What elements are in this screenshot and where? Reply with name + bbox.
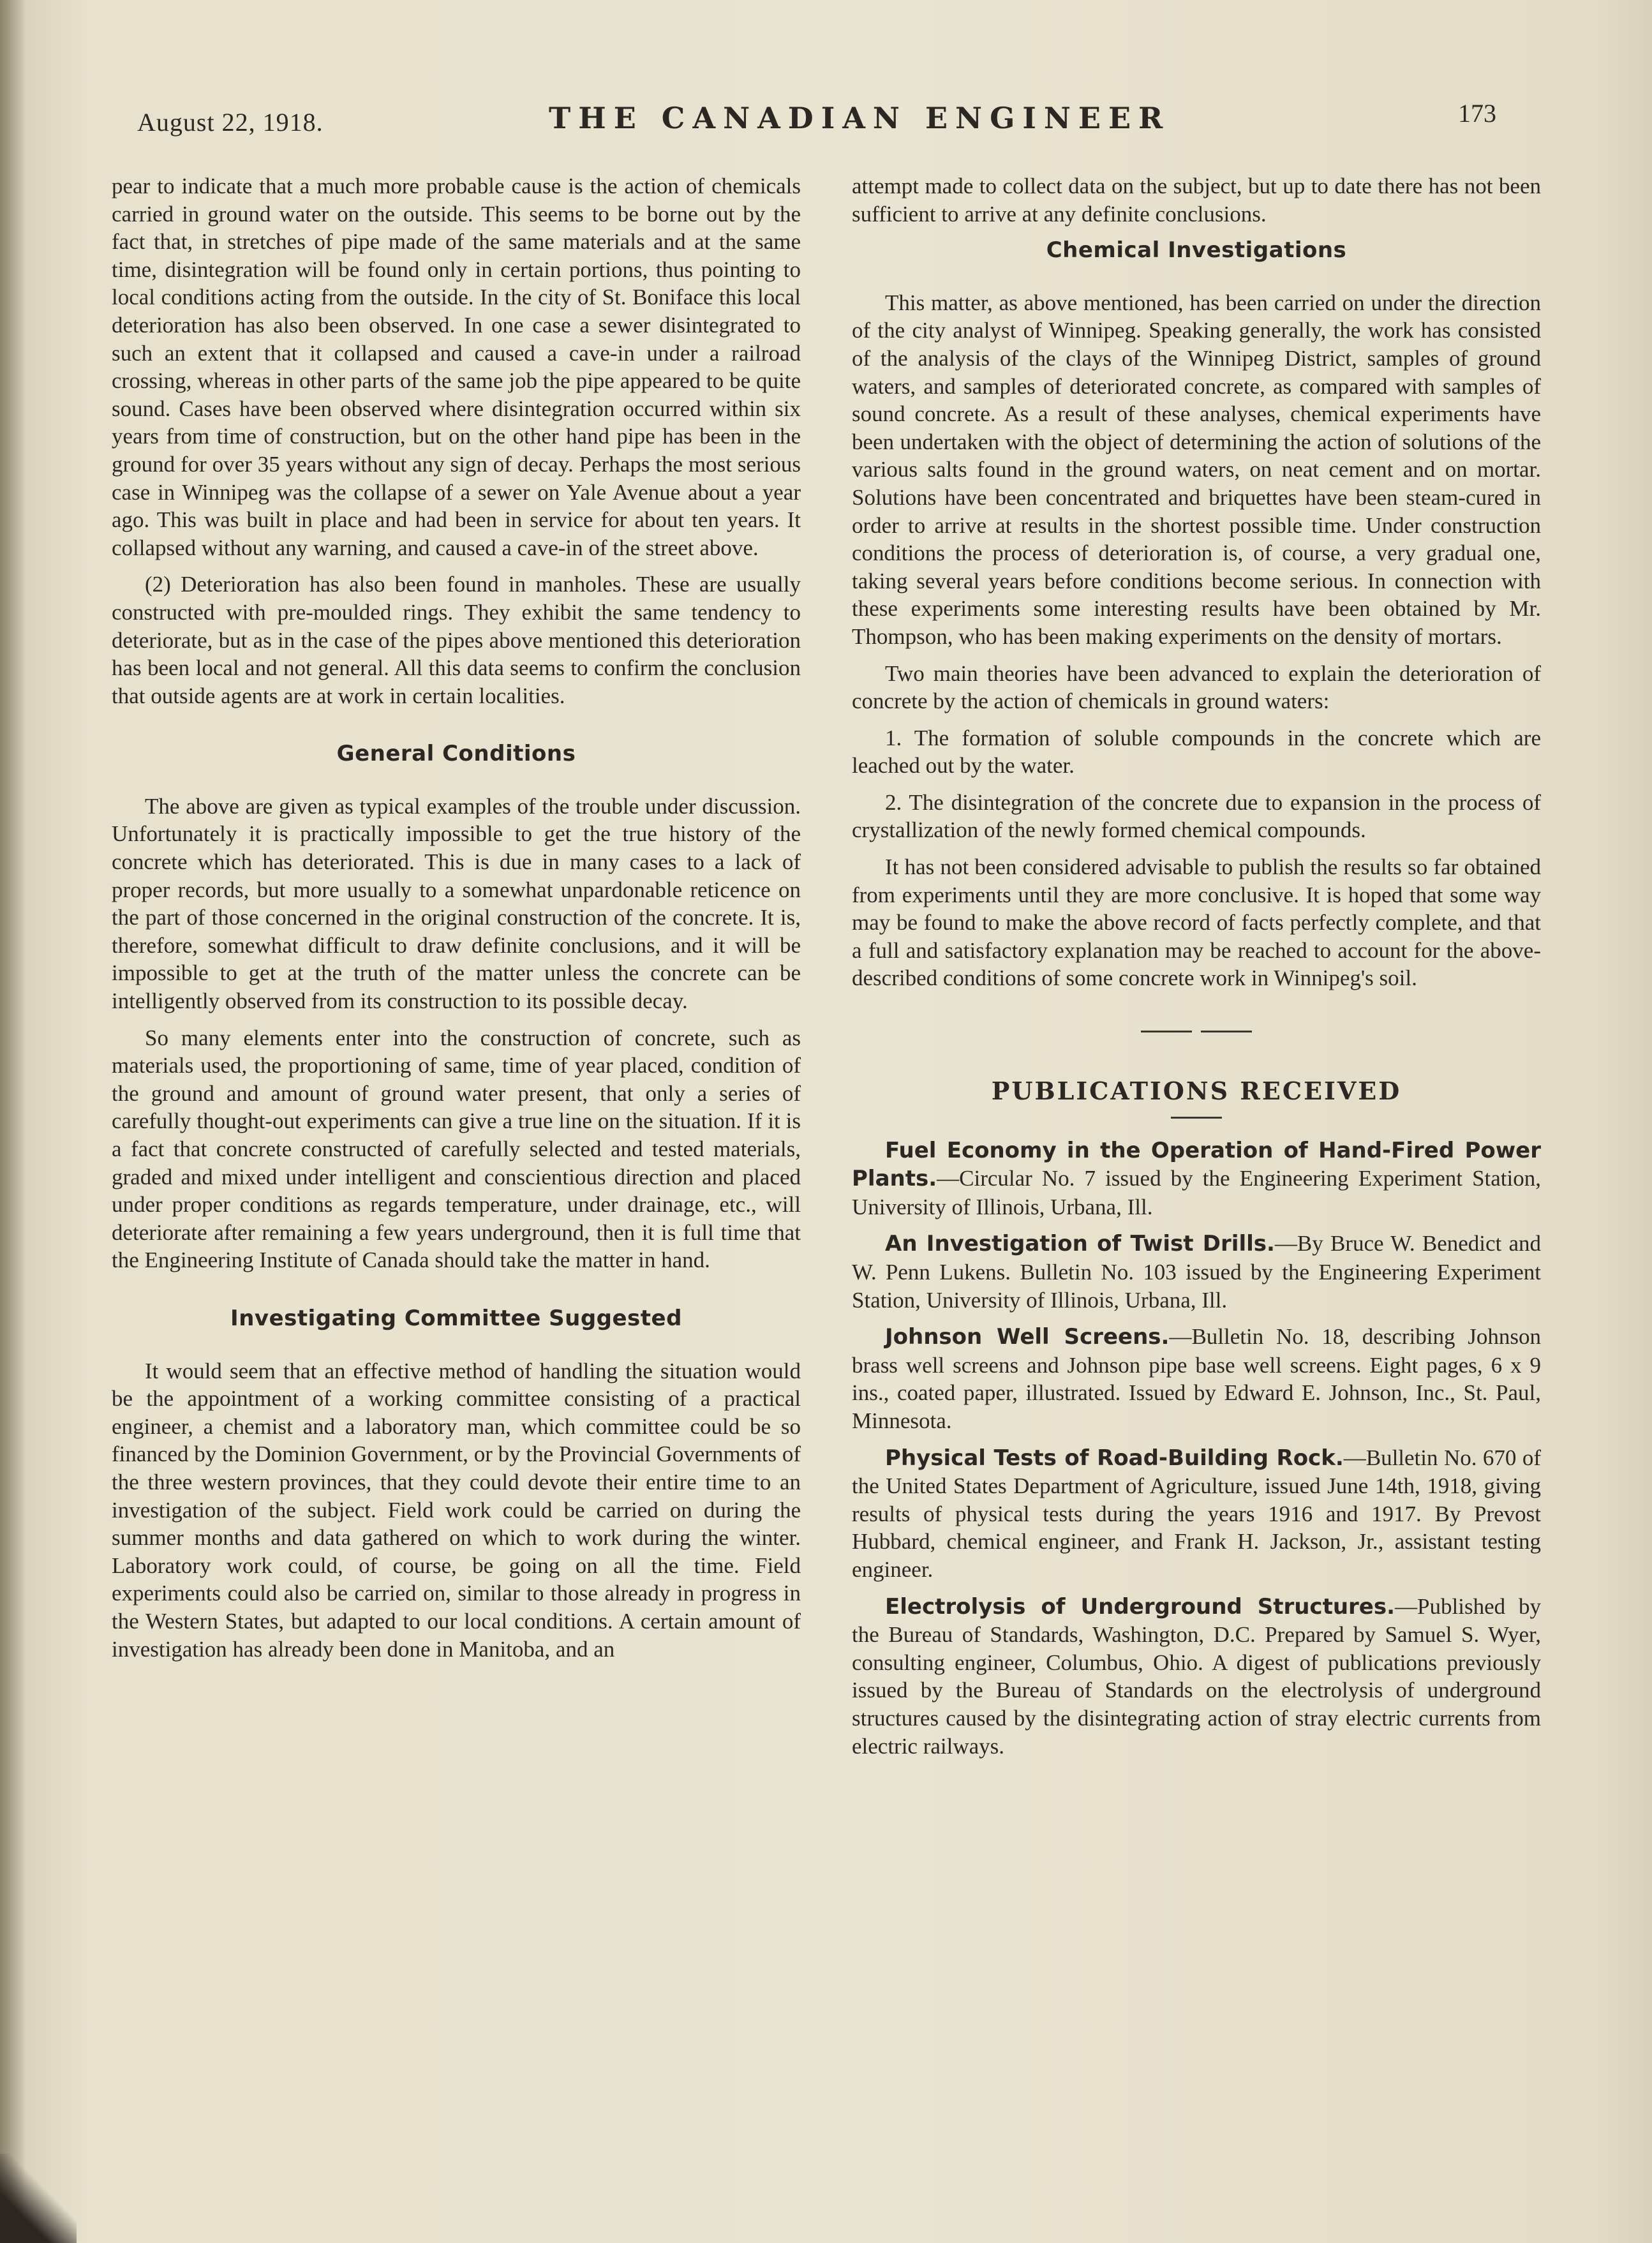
right-column bbox=[852, 172, 1541, 1769]
left-column bbox=[112, 172, 801, 1672]
publication-text: —Bulletin No. 18, describing Johnson brass well screens and Johnson pipe base well screens. Eight pages, 6 x 9 ins., coated paper, illustrated. Issued by Edward E. Johnson, Inc., St. Paul, Minnesota. bbox=[852, 1324, 1541, 1433]
publication-title: An Investigation of Twist Drills. bbox=[885, 1231, 1275, 1257]
publication-text: —By Bruce W. Benedict and W. Penn Lukens. Bulletin No. 103 issued by the Engineering Experiment Station, University of Illinois, Urbana, Ill. bbox=[852, 1231, 1541, 1313]
theory-1: 1. The formation of soluble compounds in the concrete which are leached out by the water. bbox=[852, 725, 1541, 779]
right-paragraph-3: Two main theories have been advanced to explain the deterioration of concrete by the action of chemicals in ground waters: bbox=[852, 660, 1541, 714]
publication-text: —Bulletin No. 670 of the United States Department of Agriculture, issued June 14th, 1918, giving results of physical tests during the years 1916 and 1917. By Prevost Hubbard, chemical engineer, and Frank H. Jackson, Jr., assistant testing engineer. bbox=[852, 1445, 1541, 1582]
heading-publications-received: PUBLICATIONS RECEIVED bbox=[991, 1077, 1402, 1106]
publication-text: —Published by the Bureau of Standards, Washington, D.C. Prepared by Samuel S. Wyer, consulting engineer, Columbus, Ohio. A digest of publications previously issued by the Bureau of Standards on the electrolysis of underground structures caused by the disintegrating action of stray electric currents from electric railways. bbox=[852, 1593, 1541, 1759]
publication-item bbox=[852, 1136, 1541, 1221]
theory-2: 2. The disintegration of the concrete due to expansion in the process of crystallization of the newly formed chemical compounds. bbox=[852, 789, 1541, 843]
publication-title: Fuel Economy in the Operation of Hand-Fired Power Plants. bbox=[852, 1137, 1541, 1192]
left-paragraph-1: pear to indicate that a much more probable cause is the action of chemicals carried in ground water on the outside. This seems to be borne out by the fact that, in stretches of pipe made of the same materials and at the same time, disintegration will be found only in certain portions, thus pointing to local conditions acting from the outside. In the city of St. Boniface this local deterioration has also been observed. In one case a sewer disintegrated to such an extent that it collapsed and caused a cave-in under a railroad crossing, whereas in other parts of the same job the pipe appeared to be quite sound. Cases have been observed where disintegration occurred within six years from time of construction, but on the other hand pipe has been in the ground for over 35 years without any sign of decay. Perhaps the most serious case in Winnipeg was the collapse of a sewer on Yale Avenue about a year ago. This was built in place and had been in service for about ten years. It collapsed without any warning, and caused a cave-in of the street above. bbox=[112, 174, 801, 560]
heading-investigating-committee: Investigating Committee Suggested bbox=[230, 1305, 682, 1331]
right-paragraph-2: This matter, as above mentioned, has been carried on under the direction of the city analyst of Winnipeg. Speaking generally, the work has consisted of the analysis of the clays of the Winnipeg District, samples of ground waters, and samples of deteriorated concrete, as compared with samples of sound concrete. As a result of these analyses, chemical experiments have been undertaken with the object of determining the action of solutions of the various salts found in the ground waters, on neat cement and on mortar. Solutions have been concentrated and briquettes have been steam-cured in order to arrive at results in the shortest possible time. Under construction conditions the process of deterioration is, of course, a very gradual one, taking several years before conditions become serious. In connection with these experiments some interesting results have been obtained by Mr. Thompson, who has been making experiments on the density of mortars. bbox=[852, 290, 1541, 649]
publication-item bbox=[852, 1323, 1541, 1434]
right-paragraph-1: attempt made to collect data on the subject, but up to date there has not been sufficient to arrive at any definite conclusions. bbox=[852, 174, 1541, 227]
left-paragraph-2: (2) Deterioration has also been found in manholes. These are usually constructed with pre-moulded rings. They exhibit the same tendency to deteriorate, but as in the case of the pipes above mentioned this deterioration has been local and not general. All this data seems to confirm the conclusion that outside agents are at work in certain localities. bbox=[112, 572, 801, 708]
header-date: August 22, 1918. bbox=[137, 108, 324, 137]
heading-general-conditions: General Conditions bbox=[336, 741, 576, 767]
left-paragraph-4: So many elements enter into the construction of concrete, such as materials used, the proportioning of same, time of year placed, condition of the ground and amount of ground water present, that only a series of carefully thought-out experiments can give a true line on the situation. If it is a fact that concrete constructed of carefully selected and tested materials, graded and mixed under intelligent and conscientious direction and placed under proper conditions as regards temperature, under drainage, etc., will deteriorate after remaining a few years underground, then it is full time that the Engineering Institute of Canada should take the matter in hand. bbox=[112, 1025, 801, 1273]
publication-item bbox=[852, 1593, 1541, 1761]
left-paragraph-3: The above are given as typical examples of the trouble under discussion. Unfortunately it is practically impossible to get the true history of the concrete which has deteriorated. This is due in many cases to a lack of proper records, but more usually to a somewhat unpardonable reticence on the part of those concerned in the original construction of the concrete. It is, therefore, somewhat difficult to draw definite conclusions, and it will be impossible to get at the truth of the matter unless the concrete can be intelligently observed from its construction to its possible decay. bbox=[112, 793, 801, 1014]
heading-rule bbox=[1171, 1117, 1222, 1119]
page-corner-shade bbox=[0, 2154, 77, 2243]
header-page-number: 173 bbox=[1458, 99, 1496, 128]
publication-title: Johnson Well Screens. bbox=[885, 1324, 1170, 1350]
publication-text: —Circular No. 7 issued by the Engineering Experiment Station, University of Illinois, Urbana, Ill. bbox=[852, 1166, 1541, 1219]
publication-item bbox=[852, 1444, 1541, 1584]
heading-chemical-investigations: Chemical Investigations bbox=[1046, 237, 1347, 264]
section-divider bbox=[852, 1031, 1541, 1032]
publication-item bbox=[852, 1230, 1541, 1314]
publication-title: Electrolysis of Underground Structures. bbox=[885, 1593, 1395, 1620]
header-title: THE CANADIAN ENGINEER bbox=[549, 101, 1171, 135]
binding-shadow bbox=[0, 0, 26, 2243]
left-paragraph-5: It would seem that an effective method of handling the situation would be the appointment of a working committee consisting of a practical engineer, a chemist and a laboratory man, which committee could be so financed by the Dominion Government, or by the Provincial Governments of the three western provinces, that they could devote their entire time to an investigation of the subject. Field work could be carried on during the summer months and data gathered on which to work during the winter. Laboratory work could, of course, be going on all the time. Field experiments could also be carried on, similar to those already in progress in the Western States, but adapted to our local conditions. A certain amount of investigation has already been done in Manitoba, and an bbox=[112, 1358, 801, 1662]
publication-title: Physical Tests of Road-Building Rock. bbox=[885, 1445, 1344, 1471]
page-header bbox=[0, 96, 1652, 147]
right-paragraph-6: It has not been considered advisable to publish the results so far obtained from experiments until they are more conclusive. It is hoped that some way may be found to make the above record of facts perfectly complete, and that a full and satisfactory explanation may be reached to account for the above-described conditions of some concrete work in Winnipeg's soil. bbox=[852, 854, 1541, 991]
